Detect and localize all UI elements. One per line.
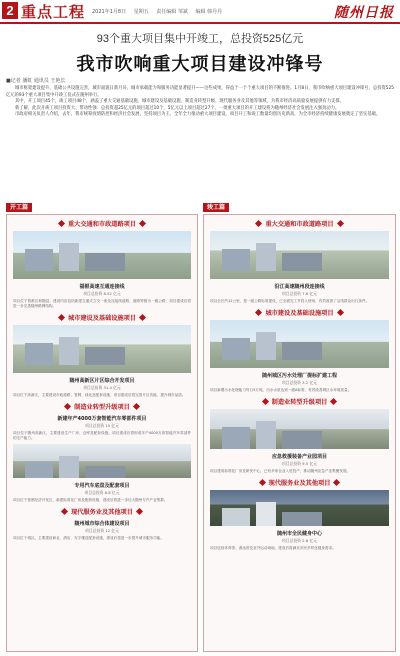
project-description: 项目全长约12公里，按一级公路标准建设，已全面完工并投入使用，有效改善了沿线群众出行条件。 — [210, 299, 370, 303]
project-item — [210, 283, 389, 304]
headline — [0, 30, 400, 76]
diamond-icon — [139, 220, 146, 227]
diamond-icon — [64, 403, 71, 410]
headline-title: 我市吹响重大项目建设冲锋号 — [76, 54, 324, 74]
diamond-icon — [58, 314, 65, 321]
project-investment: 项目总投资 8.52 亿元 — [83, 291, 121, 296]
issue-meta — [92, 8, 228, 15]
project-photo — [210, 409, 389, 449]
diamond-icon — [136, 508, 143, 515]
project-description: 项目建成标准化厂房及研发中心，已有多家企业入驻投产，推动随州应急产业集聚发展。 — [210, 469, 351, 473]
project-name: 随州市全民健身中心 — [276, 531, 322, 537]
lead-paragraph: 新了解，此次开竣工项目投资大、带动性强：总投资超25亿元的项目超过10个，5亿元以上项目超过27个，一批重大项目的开工建设将为随州经济社会发展注入强劲动力。 — [15, 105, 340, 111]
project-name: 沿江高速随州段连接线 — [274, 284, 325, 290]
lead-paragraph: 其中，开工项目45个，竣工项目48个，涵盖了重大交通基础设施、城市建设及基础设施、制造业转型升级、现代服务业及其他等领域，为我市经济高质量发展提供有力支撑。 — [15, 99, 344, 105]
project-name: 福银高速互通连接线 — [79, 284, 125, 290]
project-item — [13, 415, 191, 441]
project-photo — [13, 444, 191, 478]
section-title: 重点工程 — [21, 4, 86, 21]
project-photo — [210, 490, 389, 526]
project-investment: 项目总投资 7.6 亿元 — [281, 291, 318, 296]
issue-weekday: 星期五 — [133, 9, 149, 15]
masthead — [0, 0, 400, 24]
project-item — [210, 453, 389, 474]
diamond-icon — [58, 220, 65, 227]
section-heading: 制造业转型升级项目 — [7, 402, 197, 411]
project-photo — [210, 231, 389, 279]
diamond-icon — [139, 314, 146, 321]
project-investment: 项目总投资 9.5 亿元 — [281, 461, 318, 466]
section-heading: 现代服务业及其他项目 — [204, 478, 395, 487]
project-investment: 项目总投资 3.2 亿元 — [281, 380, 318, 385]
project-description: 项目位于曾都区和随县，建设内容包括新建互通式立交一座及连接线道路，道路等级为一级公路，项目建成后将进一步完善随州路网结构。 — [13, 299, 191, 308]
project-description: 项目包括体育馆、游泳馆及室外运动场地，建成后将满足市民多样化健身需求。 — [210, 546, 336, 550]
right-column — [203, 214, 396, 652]
left-column — [6, 214, 198, 652]
diamond-icon — [133, 403, 140, 410]
section-heading: 重大交通和市政道路项目 — [7, 219, 197, 228]
project-name: 随州城区污水处理厂提标扩建工程 — [261, 373, 337, 379]
issue-date: 2021年1月8日 — [92, 9, 127, 15]
project-photo — [210, 320, 389, 368]
left-column-header: 开工篇 — [6, 203, 32, 212]
editor: 责任编辑 邹斌 — [156, 9, 188, 15]
lead-article — [6, 86, 394, 119]
diamond-icon — [259, 479, 266, 486]
section-heading: 重大交通和市政道路项目 — [204, 219, 395, 228]
project-description: 项目位于高新区，主要建设市政道路、管网、绿化及配套设施，项目建成后将完善片区功能，提升城市品质。 — [13, 393, 186, 397]
project-description: 项目位于曾都经济开发区，新建标准化厂房及配套设施，建成后将进一步壮大随州专汽产业集群。 — [13, 498, 168, 502]
lead-paragraph: 城市框架建设提升，基础公共设施完善，城市面貌日新月异，城市承载能力和服务功能显著提升——这些成果，得益于一个个重大项目的不断推进。1月8日，我市吹响重大项目建设冲锋号，总投资525亿元的93个重大项目集中开竣工仪式在随州举行。 — [6, 86, 394, 98]
diamond-icon — [61, 508, 68, 515]
project-item — [210, 372, 389, 393]
right-column-header: 竣工篇 — [203, 203, 229, 212]
project-photo — [13, 231, 191, 279]
project-item — [13, 482, 191, 503]
diamond-icon — [330, 398, 337, 405]
project-name: 新建年产4000万套智能汽车零部件项目 — [57, 416, 147, 422]
byline: ■记者 潘虹 通讯员 王艳长 — [6, 78, 66, 84]
section-heading: 城市建设及基础设施项目 — [7, 313, 197, 322]
project-investment: 项目总投资 2.8 亿元 — [281, 538, 318, 543]
project-item — [13, 283, 191, 309]
diamond-icon — [262, 398, 269, 405]
diamond-icon — [255, 220, 262, 227]
diamond-icon — [255, 309, 262, 316]
diamond-icon — [336, 220, 343, 227]
diamond-icon — [336, 309, 343, 316]
project-name: 专用汽车底盘及配套项目 — [74, 483, 130, 489]
project-name: 应急救援装备产业园项目 — [271, 454, 327, 460]
layout-editor: 编辑 韩丹丹 — [195, 9, 223, 15]
project-investment: 项目总投资 10 亿元 — [85, 423, 119, 428]
headline-subtitle: 93个重大项目集中开竣工，总投资525亿元 — [96, 33, 304, 45]
project-investment: 项目总投资 31.4 亿元 — [83, 385, 121, 390]
project-description: 项目新增污水处理能力每日5万吨，出水水质达到一级A标准，有效改善城区水环境质量。 — [210, 388, 352, 392]
lead-paragraph: 市政府相关负责人介绍，去年，我市统筹疫情防控和经济社会发展，坚持项目为王，全年全力推动重大项目建设，项目开工和竣工数量均创历史新高，为全市经济持续健康发展奠定了坚实基础。 — [15, 112, 381, 118]
section-heading: 城市建设及基础设施项目 — [204, 308, 395, 317]
section-heading: 现代服务业及其他项目 — [7, 507, 197, 516]
project-investment: 项目总投资 12 亿元 — [85, 528, 119, 533]
newspaper-logo: 随州日报 — [334, 6, 394, 21]
project-name: 随州城市综合体建设项目 — [74, 521, 130, 527]
project-investment: 项目总投资 6.8 亿元 — [84, 490, 120, 495]
section-heading: 制造业转型升级项目 — [204, 397, 395, 406]
project-description: 项目位于随州高新区，主要建设生产厂房、仓库及配套设施，项目建成后将形成年产4000万套智能汽车零部件的生产能力。 — [13, 431, 191, 440]
project-photo — [13, 325, 191, 373]
project-description: 项目位于城区，主要建设商业、酒店、写字楼及配套设施，建成后将进一步提升城市服务功能。 — [13, 536, 164, 540]
page-number: 2 — [2, 2, 18, 19]
diamond-icon — [333, 479, 340, 486]
project-name: 随州高新区片区综合开发项目 — [69, 378, 135, 384]
project-item — [13, 520, 191, 541]
project-item — [210, 530, 389, 551]
project-item — [13, 377, 191, 398]
